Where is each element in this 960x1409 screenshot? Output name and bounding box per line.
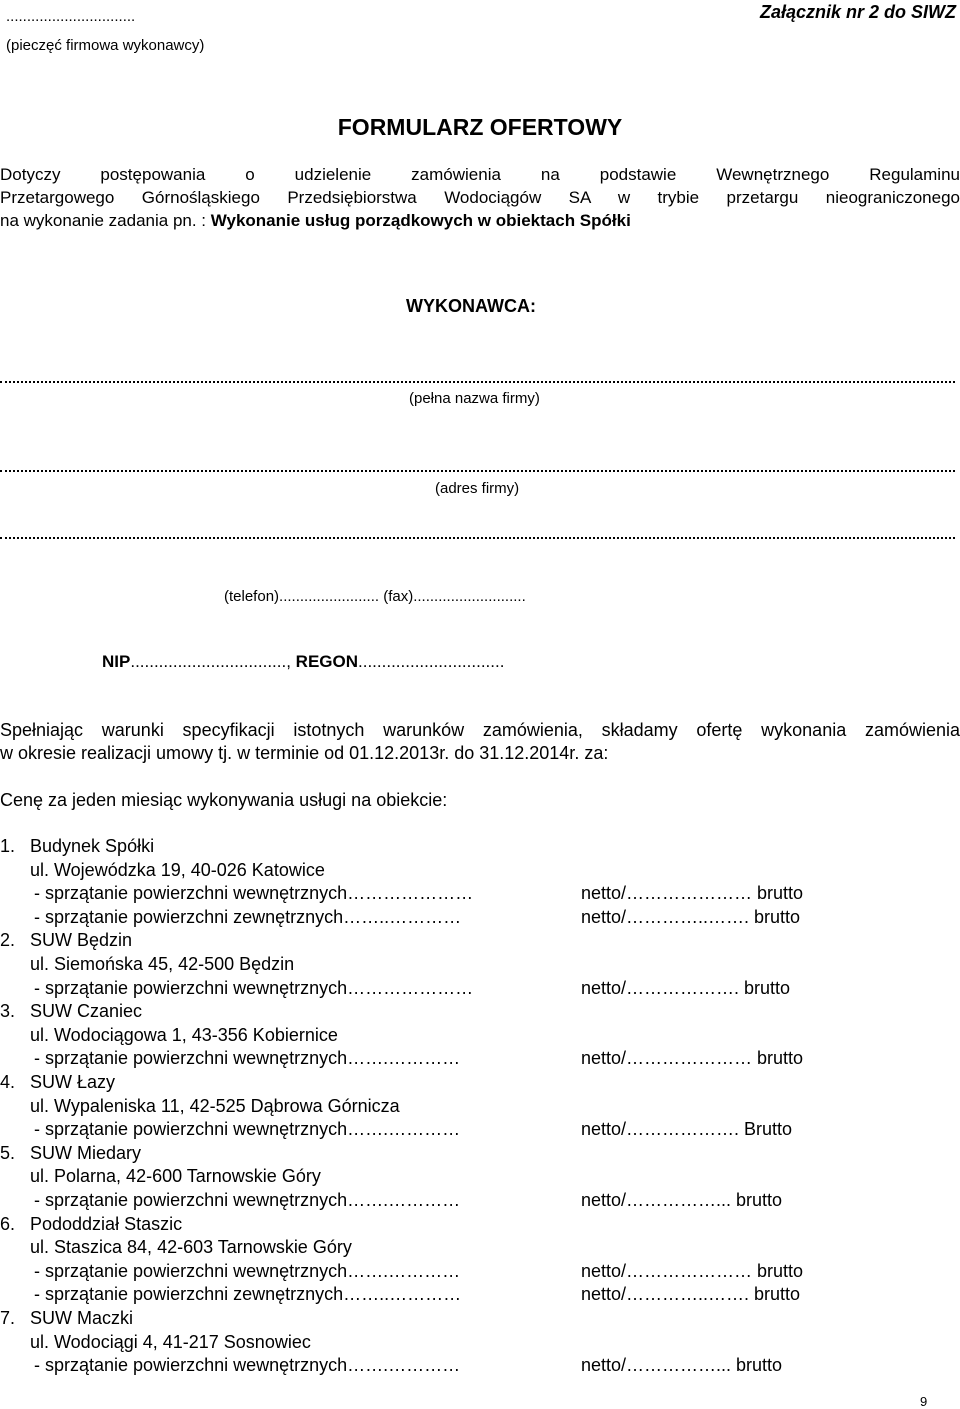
- object-name: SUW Miedary: [30, 1142, 142, 1163]
- name-field-line: [0, 381, 955, 383]
- offer-line-1: Spełniając warunki specyfikacji istotnych warunków zamówienia, składamy ofertę wykonania zamówienia: [0, 720, 960, 740]
- object-name: SUW Łazy: [30, 1072, 116, 1092]
- service-label: - sprzątanie powierzchni wewnętrznych…….…………: [34, 1190, 461, 1210]
- object-number: 4.: [0, 1072, 16, 1092]
- object-address: ul. Wojewódzka 19, 40-026 Katowice: [30, 859, 325, 880]
- object-address: ul. Polarna, 42-600 Tarnowskie Góry: [30, 1166, 321, 1187]
- object-number: 2.: [0, 930, 16, 951]
- service-price-field: netto/………………. brutto: [581, 977, 791, 998]
- object-name: SUW Czaniec: [30, 1001, 143, 1022]
- task-name: Wykonanie usług porządkowych w obiektach Spółki: [210, 211, 631, 230]
- object-name: SUW Maczki: [30, 1308, 133, 1328]
- service-label: - sprzątanie powierzchni wewnętrznych…………………: [34, 883, 474, 904]
- service-price-field: netto/……………... brutto: [581, 1190, 783, 1210]
- intro-line-3-prefix: na wykonanie zadania pn. :: [0, 211, 211, 230]
- object-address: ul. Wypaleniska 11, 42-525 Dąbrowa Górnicza: [30, 1095, 400, 1116]
- object-name: Budynek Spółki: [30, 836, 155, 856]
- object-number: 6.: [0, 1213, 16, 1234]
- attachment-label: Załącznik nr 2 do SIWZ: [759, 2, 956, 22]
- object-name: SUW Będzin: [30, 930, 133, 951]
- service-price-field: netto/………………… brutto: [581, 883, 804, 904]
- object-heading: [0, 930, 132, 951]
- address-field-line-2: [0, 537, 955, 539]
- price-intro: Cenę za jeden miesiąc wykonywania usługi na obiekcie:: [0, 790, 448, 810]
- object-heading: [0, 1001, 142, 1022]
- object-address: ul. Siemońska 45, 42-500 Będzin: [30, 954, 295, 974]
- name-field-label: (pełna nazwa firmy): [409, 390, 540, 407]
- service-price-field: netto/………………… brutto: [581, 1260, 804, 1281]
- service-label: - sprzątanie powierzchni wewnętrznych…….…………: [34, 1355, 461, 1376]
- page-title: FORMULARZ OFERTOWY: [337, 114, 623, 140]
- stamp-dots: ...............................: [6, 8, 136, 25]
- object-number: 7.: [0, 1308, 16, 1328]
- intro-line-1: Dotyczy postępowania o udzielenie zamówienia na podstawie Wewnętrznego Regulaminu: [0, 165, 960, 184]
- object-number: 5.: [0, 1142, 16, 1163]
- object-name: Pododdział Staszic: [30, 1213, 183, 1234]
- nip-label: NIP: [102, 652, 131, 671]
- object-address: ul. Staszica 84, 42-603 Tarnowskie Góry: [30, 1237, 352, 1258]
- service-label: - sprzątanie powierzchni wewnętrznych…….…………: [34, 1260, 461, 1281]
- regon-label: REGON: [295, 652, 359, 671]
- contractor-heading: WYKONAWCA:: [406, 296, 536, 316]
- service-price-field: netto/……………... brutto: [581, 1355, 783, 1376]
- service-label: - sprzątanie powierzchni zewnętrznych……..…………: [34, 906, 462, 927]
- nip-regon-line: [102, 652, 504, 672]
- service-price-field: netto/…………..……. brutto: [581, 1284, 801, 1305]
- regon-dots: ...............................: [358, 652, 505, 671]
- intro-line-2: Przetargowego Górnośląskiego Przedsiębiorstwa Wodociągów SA w trybie przetargu nieograniczonego: [0, 188, 960, 207]
- address-field-label: (adres firmy): [435, 480, 520, 497]
- service-label: - sprzątanie powierzchni wewnętrznych…………………: [34, 977, 474, 998]
- service-label: - sprzątanie powierzchni wewnętrznych…….…………: [34, 1119, 461, 1140]
- object-heading: [0, 1308, 133, 1329]
- object-heading: [0, 836, 154, 857]
- object-heading: [0, 1214, 182, 1235]
- service-price-field: netto/…………..……. brutto: [581, 906, 801, 927]
- service-price-field: netto/………………. Brutto: [581, 1119, 793, 1140]
- object-heading: [0, 1143, 141, 1164]
- address-field-line: [0, 470, 955, 472]
- page-number: 9: [920, 1394, 928, 1409]
- object-number: 3.: [0, 1001, 16, 1022]
- object-address: ul. Wodociągowa 1, 43-356 Kobiernice: [30, 1024, 338, 1045]
- service-label: - sprzątanie powierzchni wewnętrznych…….…………: [34, 1048, 461, 1069]
- phone-fax-line: (telefon)........................ (fax)...........................: [224, 588, 526, 605]
- nip-dots: .................................,: [130, 652, 291, 671]
- object-address: ul. Wodociągi 4, 41-217 Sosnowiec: [30, 1331, 311, 1352]
- object-heading: [0, 1072, 115, 1093]
- intro-line-3: [0, 211, 631, 231]
- stamp-label: (pieczęć firmowa wykonawcy): [6, 37, 205, 54]
- object-number: 1.: [0, 836, 16, 856]
- service-label: - sprzątanie powierzchni zewnętrznych……..…………: [34, 1284, 462, 1305]
- offer-line-2: w okresie realizacji umowy tj. w terminie od 01.12.2013r. do 31.12.2014r. za:: [0, 743, 609, 763]
- service-price-field: netto/………………… brutto: [581, 1048, 804, 1069]
